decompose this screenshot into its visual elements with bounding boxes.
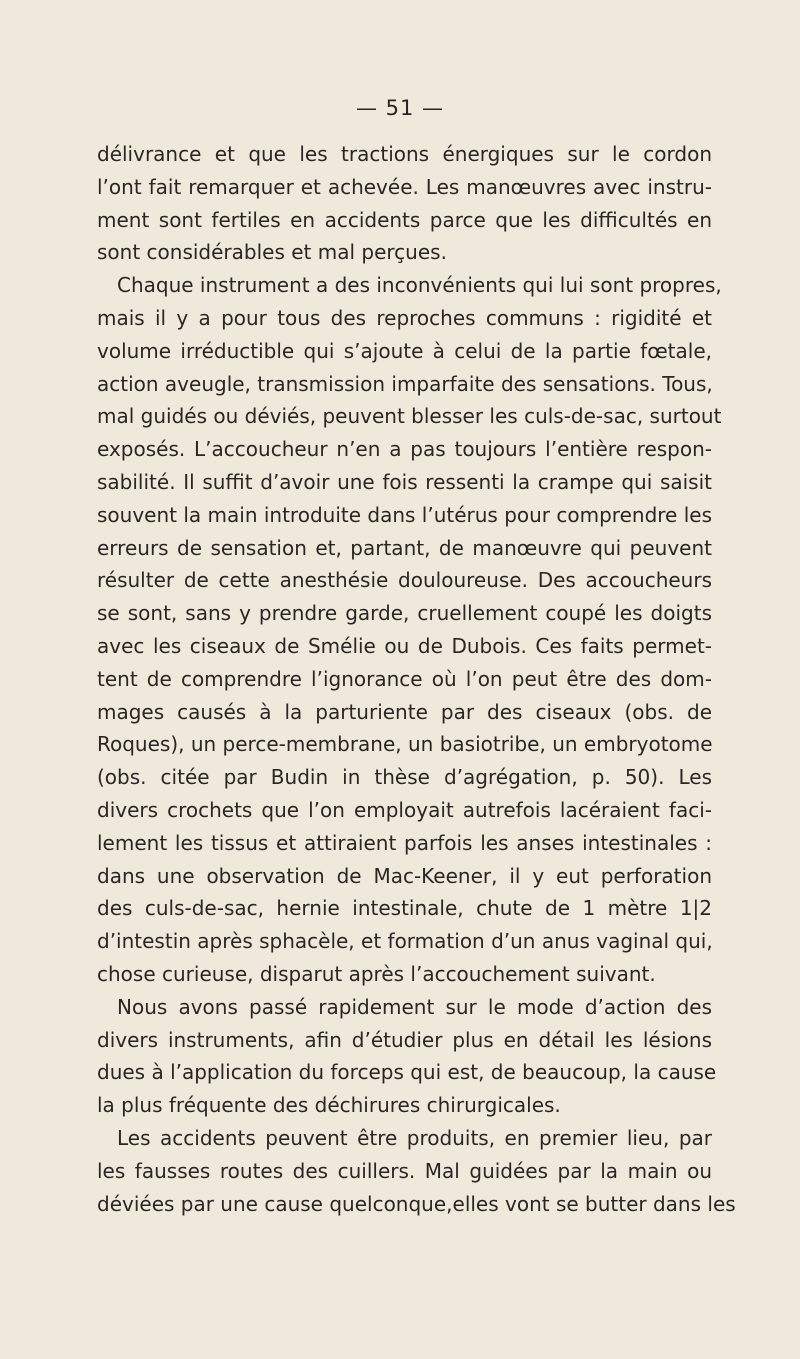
text-line: les fausses routes des cuillers. Mal guidées par la main ou — [97, 1158, 712, 1183]
text-line: Roques), un perce-membrane, un basiotribe, un embryotome — [97, 732, 713, 757]
text-line: (obs. citée par Budin in thèse d’agrégation, p. 50). Les — [97, 765, 712, 790]
text-line: sabilité. Il suffit d’avoir une fois ressenti la crampe qui saisit — [97, 469, 712, 494]
text-line: d’intestin après sphacèle, et formation d’un anus vaginal qui, — [97, 929, 713, 954]
text-line: lement les tissus et attiraient parfois les anses intestinales : — [97, 830, 712, 855]
text-line: l’ont fait remarquer et achevée. Les manœuvres avec instru- — [97, 174, 712, 199]
text-line: sont considérables et mal perçues. — [97, 240, 447, 265]
text-line: avec les ciseaux de Smélie ou de Dubois. Ces faits permet- — [97, 633, 712, 658]
page-number: — 51 — — [355, 96, 445, 120]
text-line: la plus fréquente des déchirures chirurgicales. — [97, 1093, 561, 1118]
text-line: déviées par une cause quelconque,elles vont se butter dans les — [97, 1191, 736, 1216]
text-line: souvent la main introduite dans l’utérus pour comprendre les — [97, 502, 712, 527]
text-line: mages causés à la parturiente par des ciseaux (obs. de — [97, 699, 712, 724]
text-line: Chaque instrument a des inconvénients qui lui sont propres, — [117, 273, 722, 298]
text-line: erreurs de sensation et, partant, de manœuvre qui peuvent — [97, 535, 712, 560]
text-line: dues à l’application du forceps qui est, de beaucoup, la cause — [97, 1060, 717, 1085]
text-line: Les accidents peuvent être produits, en premier lieu, par — [117, 1125, 712, 1150]
text-line: divers crochets que l’on employait autrefois lacéraient faci- — [97, 797, 712, 822]
text-line: tent de comprendre l’ignorance où l’on peut être des dom- — [97, 666, 712, 691]
text-line: se sont, sans y prendre garde, cruellement coupé les doigts — [97, 601, 712, 626]
text-line: chose curieuse, disparut après l’accouchement suivant. — [97, 961, 656, 986]
text-line: Nous avons passé rapidement sur le mode d’action des — [117, 994, 712, 1019]
text-line: divers instruments, afin d’étudier plus en détail les lésions — [97, 1027, 712, 1052]
text-line: mal guidés ou déviés, peuvent blesser les culs-de-sac, surtout — [97, 404, 722, 429]
text-line: action aveugle, transmission imparfaite des sensations. Tous, — [97, 371, 713, 396]
text-line: mais il y a pour tous des reproches communs : rigidité et — [97, 305, 712, 330]
body-text — [97, 138, 736, 1220]
text-line: délivrance et que les tractions énergiques sur le cordon — [97, 142, 712, 166]
text-line: exposés. L’accoucheur n’en a pas toujours l’entière respon- — [97, 437, 712, 462]
text-line: résulter de cette anesthésie douloureuse. Des accoucheurs — [97, 568, 712, 593]
text-line: dans une observation de Mac-Keener, il y eut perforation — [97, 863, 712, 888]
text-line: volume irréductible qui s’ajoute à celui de la partie fœtale, — [97, 338, 712, 363]
text-line: des culs-de-sac, hernie intestinale, chute de 1 mètre 1|2 — [97, 896, 712, 921]
text-line: ment sont fertiles en accidents parce que les difficultés en — [97, 207, 712, 232]
